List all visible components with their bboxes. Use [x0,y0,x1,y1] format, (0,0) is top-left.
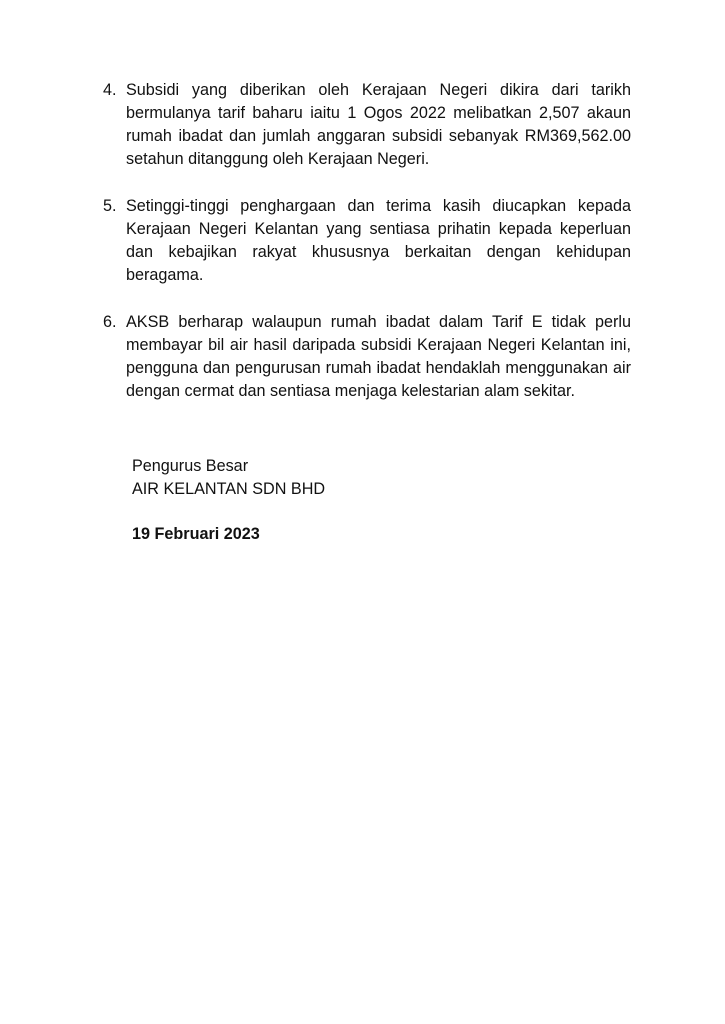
signatory-organization: AIR KELANTAN SDN BHD [132,480,326,498]
numbered-list [103,79,631,427]
item-text: Setinggi-tinggi penghargaan dan terima kasih diucapkan kepada Kerajaan Negeri Kelantan yang sentiasa prihatin kepada keperluan dan kebajikan rakyat khususnya berkaitan dengan kehidupan beragama. [126,197,631,284]
list-item [103,79,631,171]
list-item [103,311,631,403]
item-number: 6. [103,313,117,331]
item-text: Subsidi yang diberikan oleh Kerajaan Negeri dikira dari tarikh bermulanya tarif baharu iaitu 1 Ogos 2022 melibatkan 2,507 akaun rumah ibadat dan jumlah anggaran subsidi sebanyak RM369,562.00 setahun ditanggung oleh Kerajaan Negeri. [126,81,631,168]
list-item [103,195,631,287]
signatory-title: Pengurus Besar [132,457,249,475]
item-number: 4. [103,81,117,99]
item-text: AKSB berharap walaupun rumah ibadat dalam Tarif E tidak perlu membayar bil air hasil daripada subsidi Kerajaan Negeri Kelantan ini, pengguna dan pengurusan rumah ibadat hendaklah menggunakan air dengan cermat dan sentiasa menjaga kelestarian alam sekitar. [126,313,631,400]
document-date: 19 Februari 2023 [132,525,260,543]
item-number: 5. [103,197,117,215]
signature-block [132,455,325,501]
